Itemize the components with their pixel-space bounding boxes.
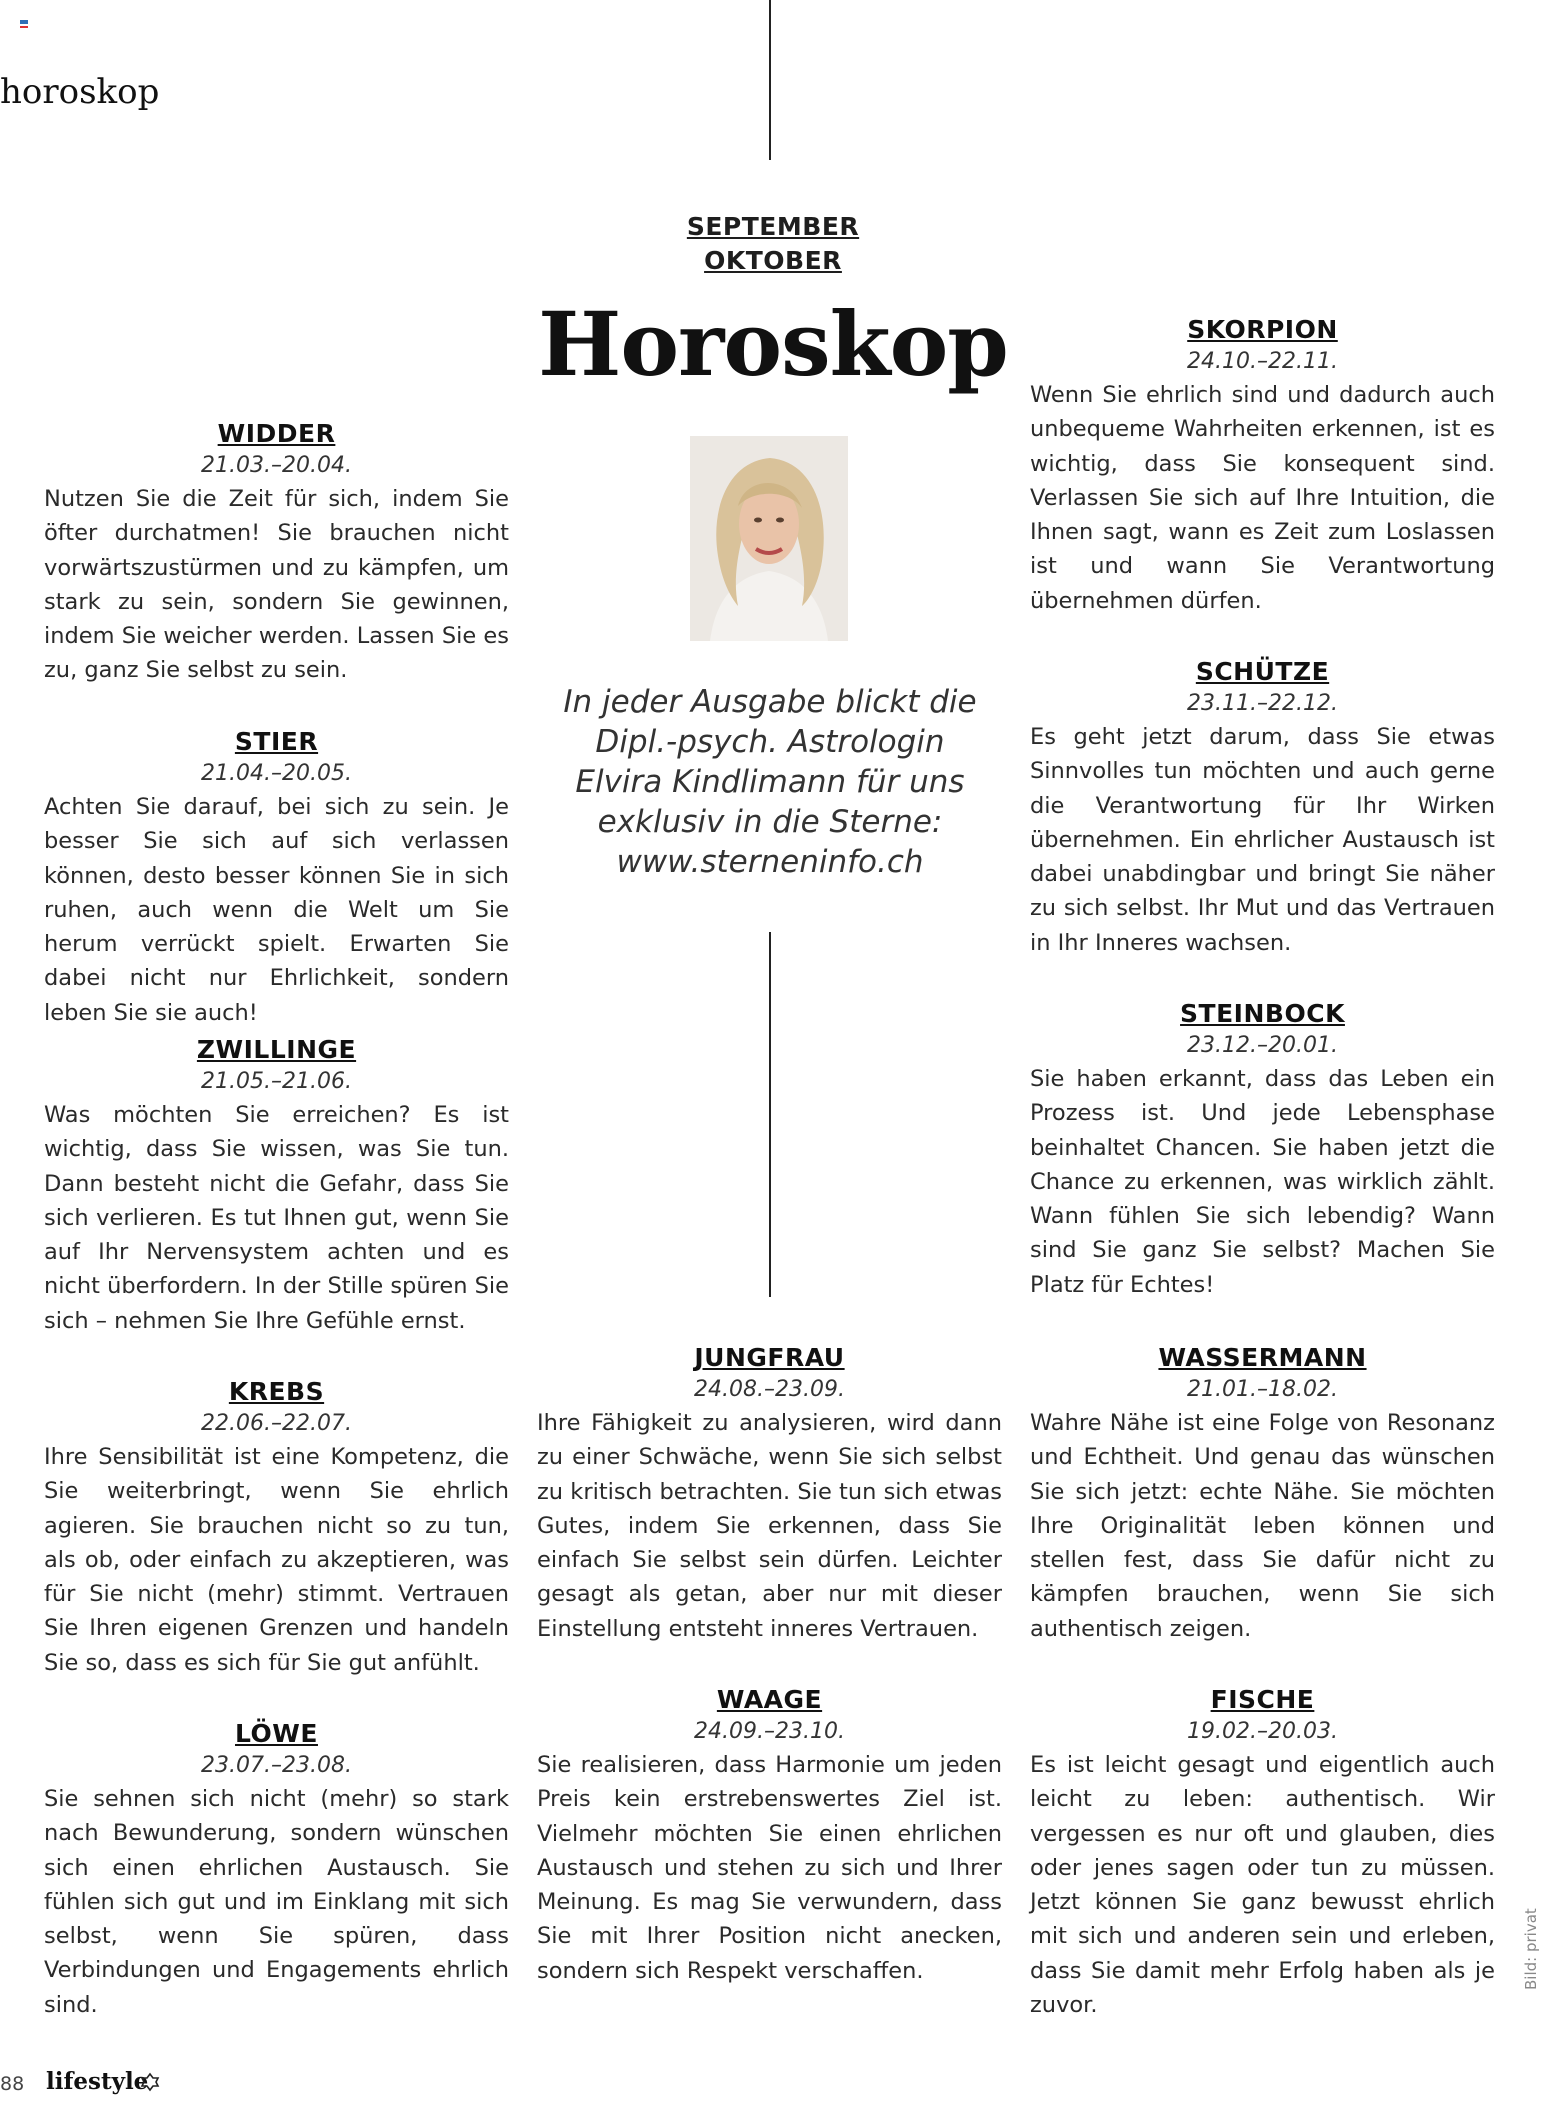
sign-dates: 24.09.–23.10.	[694, 1719, 845, 1744]
sign-text: Sie sehnen sich nicht (mehr) so stark nach Bewunderung, sondern wünschen sich einen ehrlichen Austausch. Sie fühlen sich gut und im Einklang mit sich selbst, wenn Sie spüren, dass Verbindungen und Engagements ehrlich sind.	[44, 1786, 509, 2018]
page-title: Horoskop	[538, 292, 1008, 396]
sign-steinbock	[1030, 998, 1495, 1302]
image-credit: Bild: privat	[1522, 1908, 1540, 1990]
sign-name: KREBS	[228, 1377, 325, 1406]
sign-text: Achten Sie darauf, bei sich zu sein. Je besser Sie sich auf sich verlassen können, desto besser können Sie in sich ruhen, auch wenn die Welt um Sie herum verrückt spielt. Erwarten Sie dabei nicht nur Ehrlichkeit, sondern leben Sie sie auch!	[44, 794, 509, 1026]
header-color-mark	[20, 20, 28, 24]
sign-widder	[44, 418, 509, 688]
header-color-mark-red	[20, 26, 28, 28]
sign-dates: 21.05.–21.06.	[201, 1069, 352, 1094]
sign-name: STIER	[234, 727, 319, 756]
sign-text: Wenn Sie ehrlich sind und dadurch auch unbequeme Wahrheiten erkennen, ist es wichtig, dass Sie konsequent sind. Verlassen Sie sich auf Ihre Intuition, die Ihnen sagt, wann es Zeit zum Loslassen ist und wann Sie Verantwortung übernehmen dürfen.	[1030, 382, 1495, 614]
sign-jungfrau	[537, 1342, 1002, 1646]
flower-icon	[140, 2072, 160, 2092]
sign-krebs	[44, 1376, 509, 1680]
sign-name: JUNGFRAU	[694, 1343, 845, 1372]
sign-name: WASSERMANN	[1158, 1343, 1367, 1372]
sign-dates: 23.07.–23.08.	[201, 1753, 352, 1778]
month-oktober: OKTOBER	[704, 246, 842, 275]
sign-name: WAAGE	[716, 1685, 823, 1714]
sign-text: Wahre Nähe ist eine Folge von Resonanz und Echtheit. Und genau das wünschen Sie sich jetzt: echte Nähe. Sie möchten Ihre Originalität leben können und stellen fest, dass Sie dafür nicht zu kämpfen brauchen, wenn Sie sich authentisch zeigen.	[1030, 1410, 1495, 1642]
month-september: SEPTEMBER	[686, 212, 860, 241]
sign-loewe	[44, 1718, 509, 2022]
middle-divider-line	[769, 932, 771, 1297]
sign-name: WIDDER	[217, 419, 336, 448]
sign-wassermann	[1030, 1342, 1495, 1646]
top-divider-line	[769, 0, 771, 160]
sign-zwillinge	[44, 1034, 509, 1338]
sign-text: Es geht jetzt darum, dass Sie etwas Sinnvolles tun möchten und auch gerne die Verantwortung für Ihr Wirken übernehmen. Ein ehrlicher Austausch ist dabei unabdingbar und bringt Sie näher zu sich selbst. Ihr Mut und das Vertrauen in Ihr Inneres wachsen.	[1030, 724, 1495, 956]
sign-name: FISCHE	[1210, 1685, 1315, 1714]
sign-text: Ihre Fähigkeit zu analysieren, wird dann zu einer Schwäche, wenn Sie sich selbst zu kritisch betrachten. Sie tun sich etwas Gutes, indem Sie erkennen, dass Sie einfach Sie selbst sein dürfen. Leichter gesagt als getan, aber nur mit dieser Einstellung entsteht inneres Vertrauen.	[537, 1410, 1002, 1642]
sign-dates: 21.04.–20.05.	[201, 761, 352, 786]
sign-dates: 21.01.–18.02.	[1187, 1377, 1338, 1402]
sign-schuetze	[1030, 656, 1495, 960]
section-title: horoskop	[0, 72, 160, 112]
sign-name: ZWILLINGE	[196, 1035, 357, 1064]
sign-text: Nutzen Sie die Zeit für sich, indem Sie öfter durchatmen! Sie brauchen nicht vorwärtszustürmen und zu kämpfen, um stark zu sein, sondern Sie gewinnen, indem Sie weicher werden. Lassen Sie es zu, ganz Sie selbst zu sein.	[44, 486, 509, 684]
sign-text: Sie realisieren, dass Harmonie um jeden Preis kein erstrebenswertes Ziel ist. Vielmehr möchten Sie einen ehrlichen Austausch und stehen zu sich und Ihrer Meinung. Es mag Sie verwundern, dass Sie mit Ihrer Position nicht anecken, sondern sich Respekt verschaffen.	[537, 1752, 1002, 1984]
sign-text: Es ist leicht gesagt und eigentlich auch leicht zu leben: authentisch. Wir vergessen es nur oft und glauben, dies oder jenes sagen oder tun zu müssen. Jetzt können Sie ganz bewusst ehrlich mit sich und anderen sein und erleben, dass Sie damit mehr Erfolg haben als je zuvor.	[1030, 1752, 1495, 2019]
sign-name: SKORPION	[1187, 315, 1338, 344]
sign-text: Sie haben erkannt, dass das Leben ein Prozess ist. Und jede Lebensphase beinhaltet Chancen. Sie haben jetzt die Chance zu erkennen, was wirklich zählt. Wann fühlen Sie sich lebendig? Wann sind Sie ganz Sie selbst? Machen Sie Platz für Echtes!	[1030, 1066, 1495, 1298]
sign-dates: 24.08.–23.09.	[694, 1377, 845, 1402]
sign-dates: 24.10.–22.11.	[1187, 349, 1338, 374]
sign-dates: 21.03.–20.04.	[201, 453, 352, 478]
brand-logo: lifestyle	[46, 2068, 149, 2095]
sign-name: STEINBOCK	[1180, 999, 1345, 1028]
sign-stier	[44, 726, 509, 1030]
sign-name: LÖWE	[235, 1719, 318, 1748]
sign-fische	[1030, 1684, 1495, 2022]
sign-dates: 23.11.–22.12.	[1187, 691, 1338, 716]
sign-dates: 22.06.–22.07.	[201, 1411, 352, 1436]
website-link[interactable]: www.sterneninfo.ch	[616, 844, 924, 880]
page-number: 88	[0, 2073, 25, 2095]
sign-name: SCHÜTZE	[1195, 657, 1330, 686]
sign-text: Was möchten Sie erreichen? Es ist wichtig, dass Sie wissen, was Sie tun. Dann besteht nicht die Gefahr, dass Sie sich verlieren. Es tut Ihnen gut, wenn Sie auf Ihr Nervensystem achten und es nicht überfordern. In der Stille spüren Sie sich – nehmen Sie Ihre Gefühle ernst.	[44, 1102, 509, 1334]
astrologer-photo	[690, 436, 848, 641]
sign-dates: 19.02.–20.03.	[1187, 1719, 1338, 1744]
intro-text: In jeder Ausgabe blickt die Dipl.-psych. Astrologin Elvira Kindlimann für uns exklusiv in die Sterne: www.sterneninfo.ch	[545, 682, 995, 882]
sign-waage	[537, 1684, 1002, 1988]
sign-skorpion	[1030, 314, 1495, 618]
sign-text: Ihre Sensibilität ist eine Kompetenz, die Sie weiterbringt, wenn Sie ehrlich agieren. Sie brauchen nicht so zu tun, als ob, oder einfach zu akzeptieren, was für Sie nicht (mehr) stimmt. Vertrauen Sie Ihren eigenen Grenzen und handeln Sie so, dass es sich für Sie gut anfühlt.	[44, 1444, 509, 1676]
sign-dates: 23.12.–20.01.	[1187, 1033, 1338, 1058]
